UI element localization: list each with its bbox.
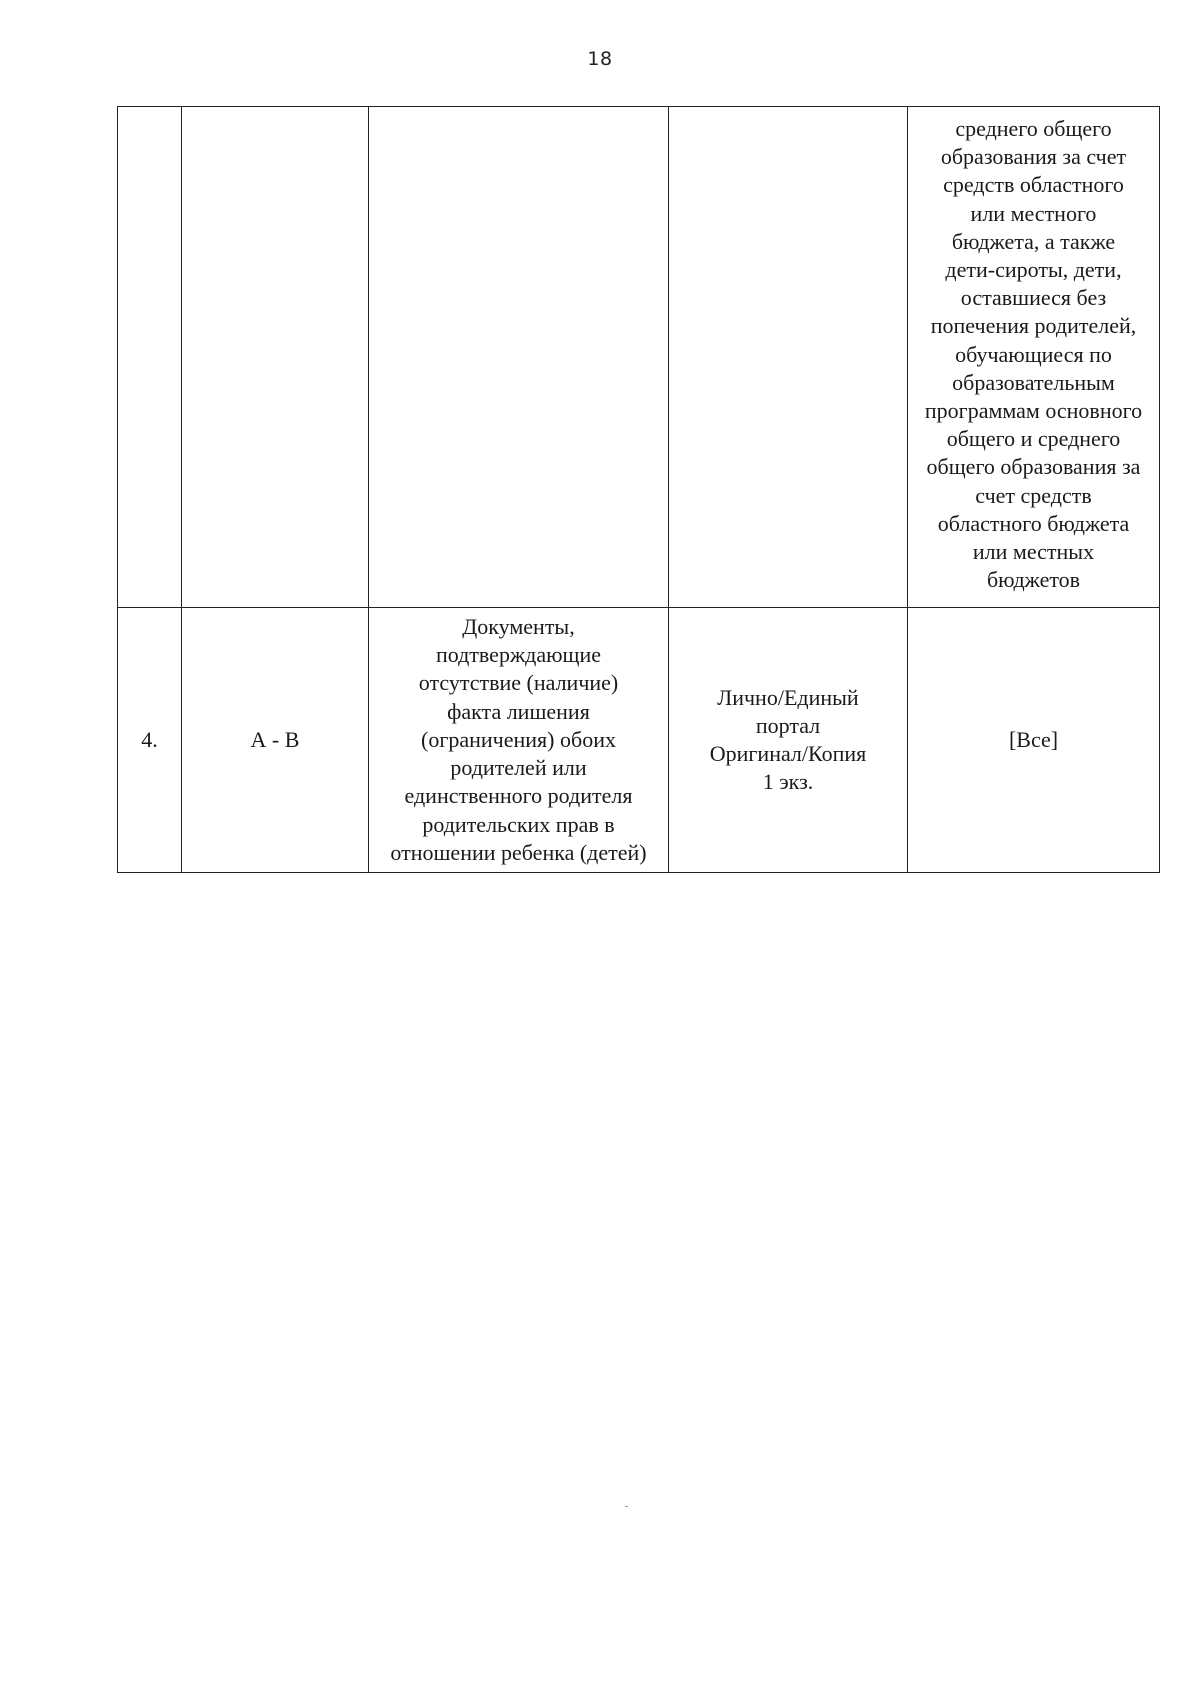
cell-applicants: А - В: [182, 608, 369, 873]
cell-num: [118, 107, 182, 608]
cell-description: [Все]: [908, 608, 1160, 873]
table-row: [118, 608, 1160, 873]
cell-document: [369, 107, 669, 608]
cell-submission: [669, 107, 908, 608]
scan-artifact: [625, 1506, 628, 1507]
cell-description: среднего общего образования за счет средств областного или местного бюджета, а также дети-сироты, дети, оставшиеся без попечения родителей, обучающиеся по образовательным программам основного общего и среднего общего образования за счет средств областного бюджета или местных бюджетов: [908, 107, 1160, 608]
cell-document: Документы, подтверждающие отсутствие (наличие) факта лишения (ограничения) обоих родителей или единственного родителя родительских прав в отношении ребенка (детей): [369, 608, 669, 873]
documents-table: [117, 106, 1160, 873]
cell-num: 4.: [118, 608, 182, 873]
cell-submission: Лично/Единый портал Оригинал/Копия 1 экз.: [669, 608, 908, 873]
cell-applicants: [182, 107, 369, 608]
page-number: 18: [587, 48, 613, 70]
table-row-continued: [118, 107, 1160, 608]
